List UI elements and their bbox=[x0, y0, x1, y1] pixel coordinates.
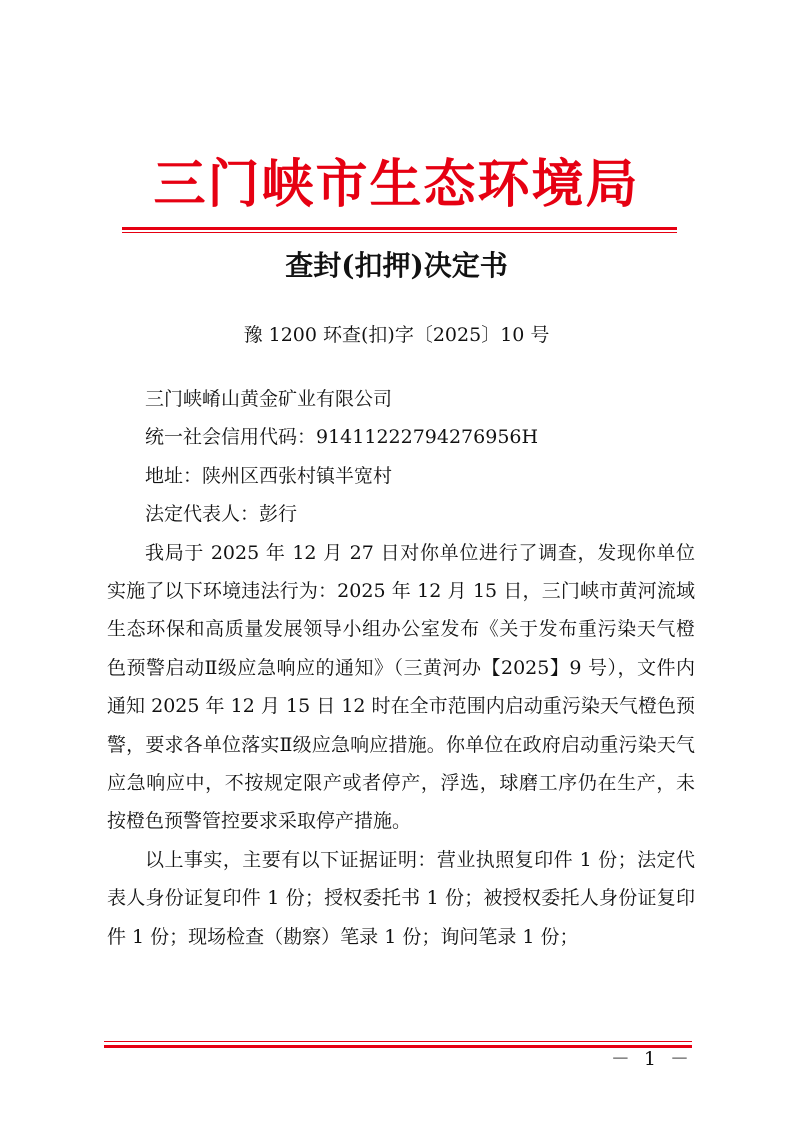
header-red-rule-thick bbox=[122, 227, 677, 230]
page-number: － 1 － bbox=[610, 1048, 693, 1070]
legal-representative: 法定代表人：彭行 bbox=[145, 503, 298, 526]
issuing-authority-title: 三门峡市生态环境局 bbox=[153, 154, 640, 215]
document-body bbox=[107, 380, 695, 956]
footer-red-rule-thin bbox=[104, 1041, 692, 1042]
document-number: 豫 1200 环查(扣)字〔2025〕10 号 bbox=[243, 324, 550, 346]
header-red-rule-thin bbox=[122, 232, 677, 233]
company-name: 三门峡崤山黄金矿业有限公司 bbox=[145, 388, 393, 410]
document-title: 查封(扣押)决定书 bbox=[285, 249, 508, 282]
footer-red-rule-thick bbox=[104, 1045, 692, 1048]
credit-code: 统一社会信用代码：91411222794276956H bbox=[145, 426, 539, 449]
evidence-paragraph: 以上事实，主要有以下证据证明：营业执照复印件 1 份；法定代表人身份证复印件 1 份；授权委托书 1 份；被授权委托人身份证复印件 1 份；现场检查（勘察）笔录 1 份；询问笔录 1 份； bbox=[107, 848, 695, 948]
company-address: 地址：陕州区西张村镇半宽村 bbox=[145, 464, 393, 487]
violation-paragraph: 我局于 2025 年 12 月 27 日对你单位进行了调查，发现你单位实施了以下环境违法行为：2025 年 12 月 15 日，三门峡市黄河流域生态环保和高质量发展领导小组办公室发布《关于发布重污染天气橙色预警启动Ⅱ级应急响应的通知》（三黄河办【2025】9 号），文件内通知 2025 年 12 月 15 日 12 时在全市范围内启动重污染天气橙色预警，要求各单位落实Ⅱ级应急响应措施。你单位在政府启动重污染天气应急响应中，不按规定限产或者停产，浮选，球磨工序仍在生产，未按橙色预警管控要求采取停产措施。 bbox=[107, 541, 695, 833]
